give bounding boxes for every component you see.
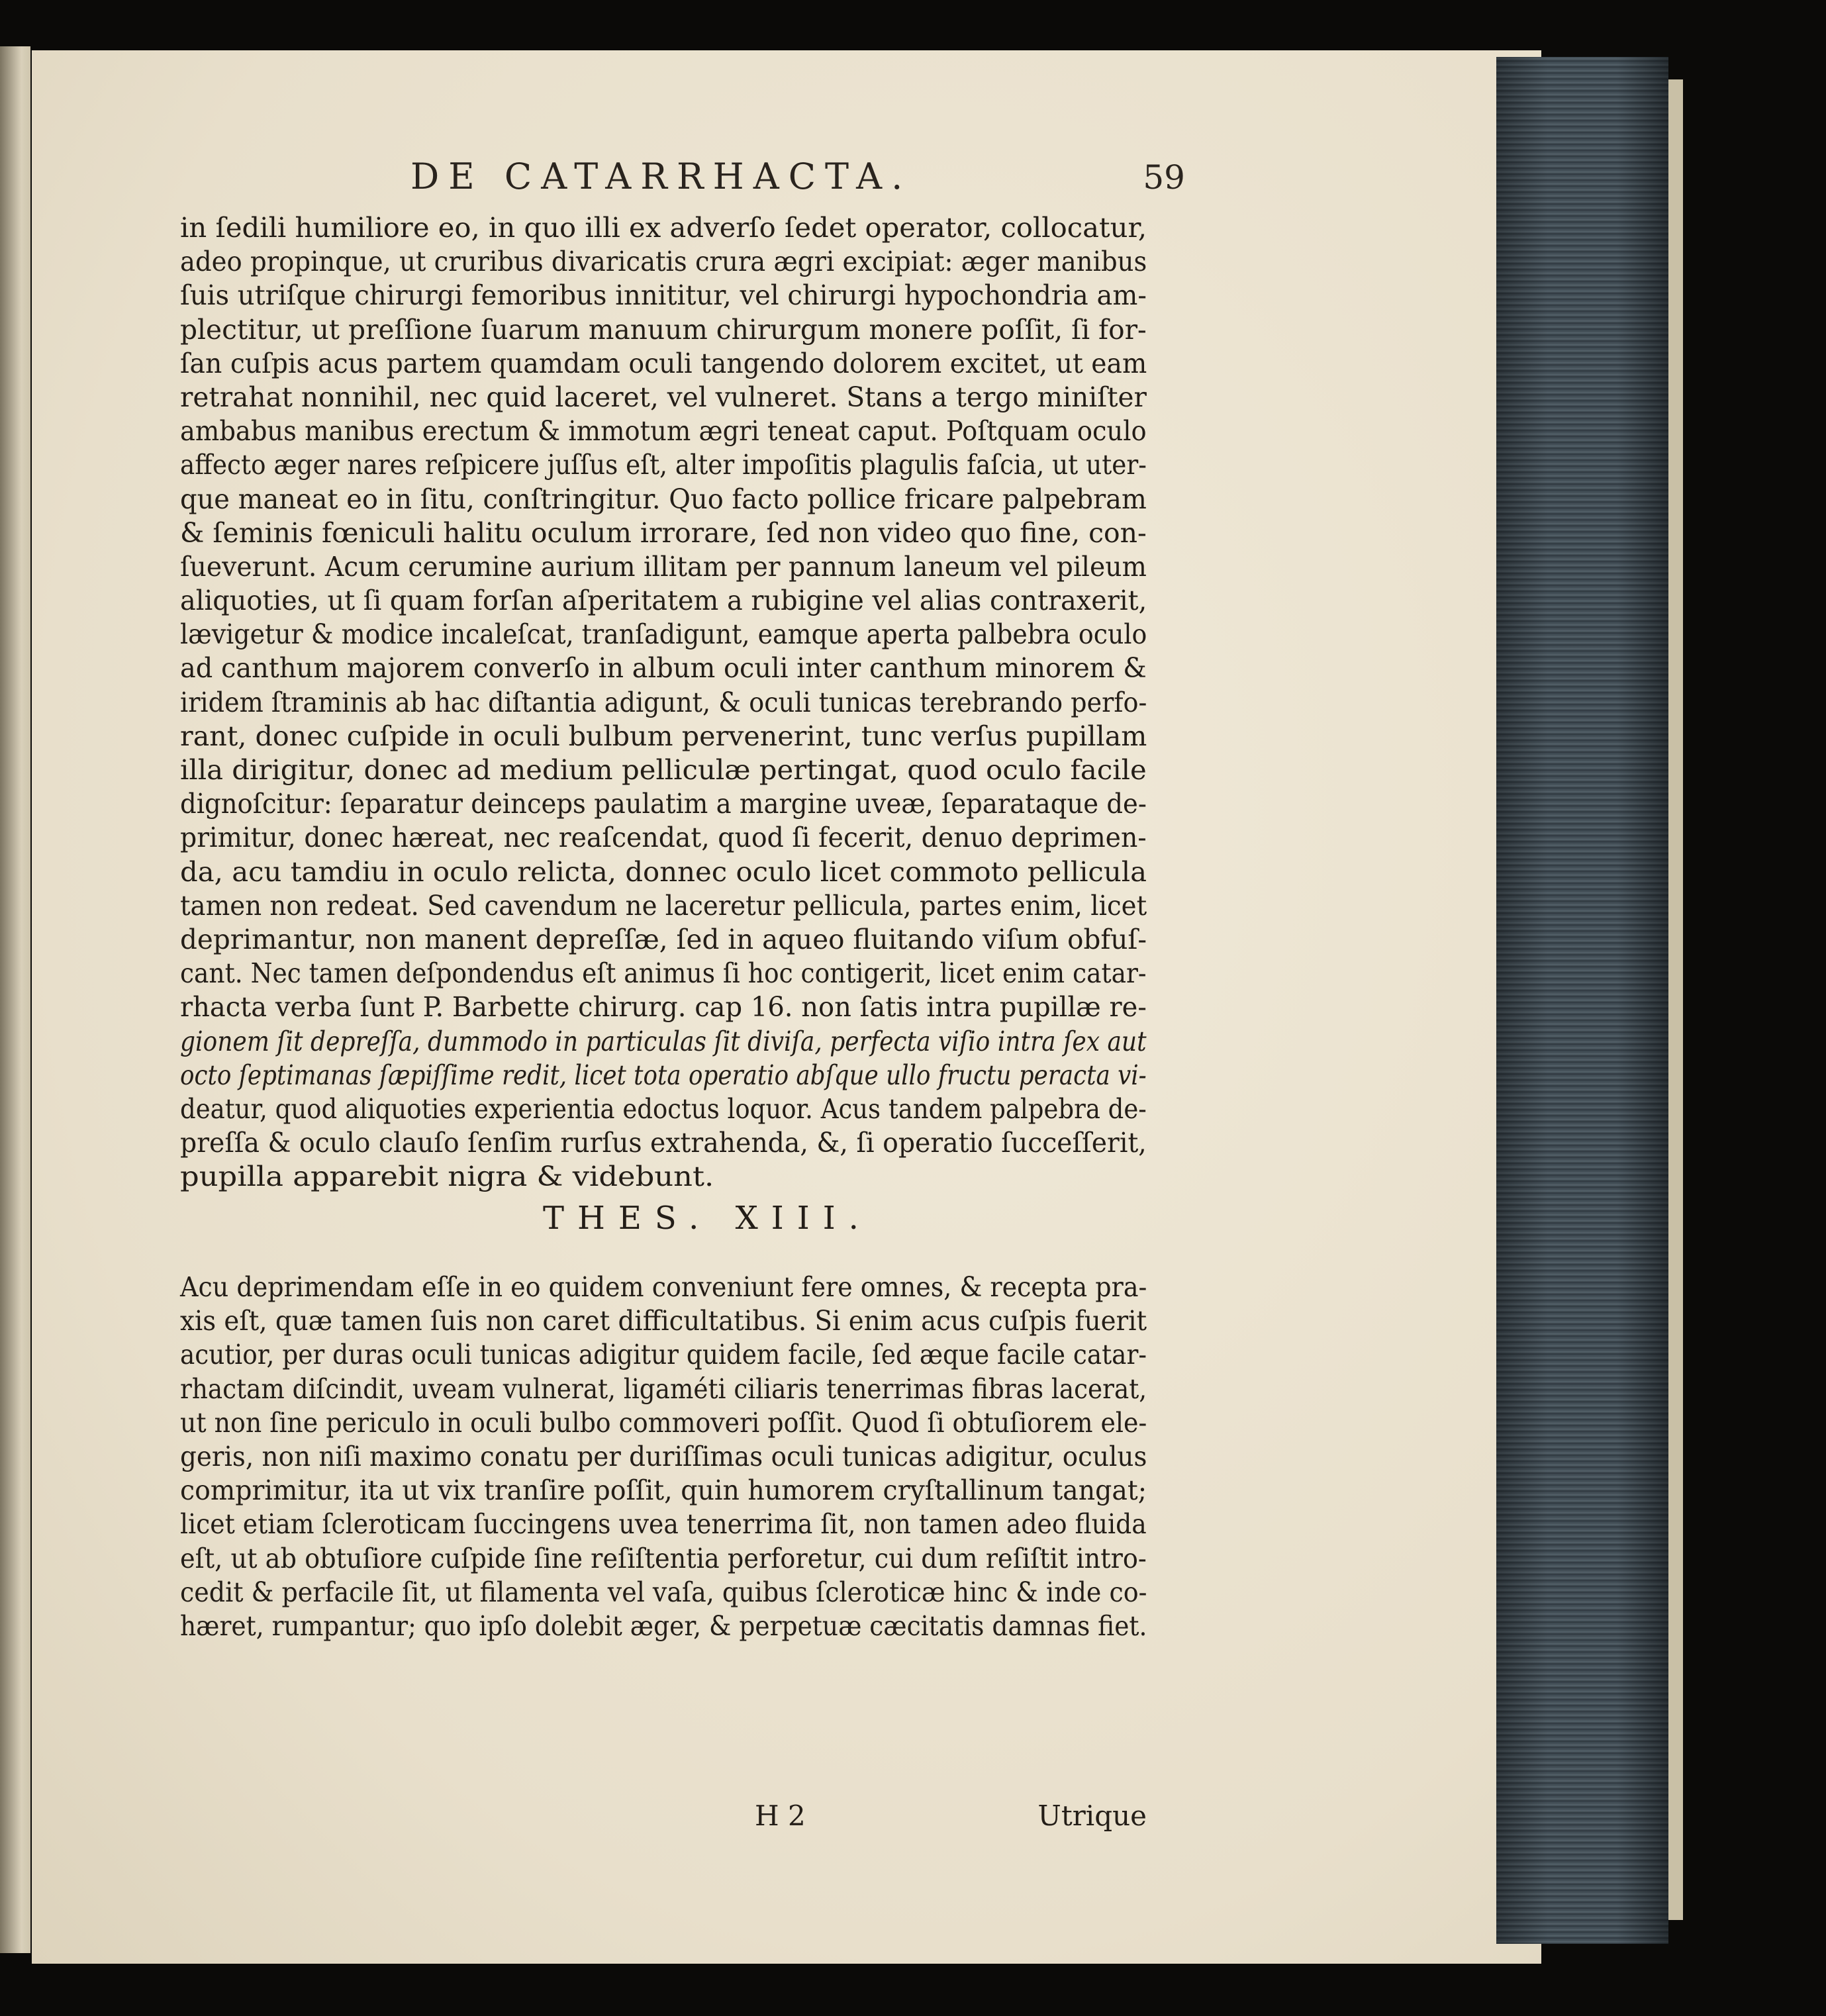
text-line: que maneat eo in ſitu, conſtringitur. Quo facto pollice fricare palpebram: [180, 482, 1147, 515]
fore-edge-shadow: [1496, 57, 1668, 1944]
text-line: primitur, donec hæreat, nec reaſcendat, quod ſi fecerit, denuo deprimen-: [180, 821, 1147, 854]
text-line: eſt, ut ab obtuſiore cuſpide ſine reſiſtentia perforetur, cui dum reſiſtit intro-: [180, 1541, 1147, 1574]
text-line: da, acu tamdiu in oculo relicta, donnec oculo licet commoto pellicula: [180, 855, 1147, 888]
text-line: in ſedili humiliore eo, in quo illi ex adverſo ſedet operator, collocatur,: [180, 211, 1147, 244]
text-line: ad canthum majorem converſo in album oculi inter canthum minorem &: [180, 651, 1147, 685]
paragraph-2: [180, 1270, 1147, 1643]
text-line: ut non ſine periculo in oculi bulbo commoveri poſſit. Quod ſi obtuſiorem ele-: [180, 1406, 1147, 1439]
text-line: rhacta verba ſunt P. Barbette chirurg. cap 16. non ſatis intra pupillæ re-: [180, 990, 1147, 1024]
text-line: octo ſeptimanas ſæpiſſime redit, licet tota operatio abſque ullo fructu peracta vi-: [180, 1058, 1147, 1091]
facing-page-edge: [0, 46, 30, 1953]
text-line: Acu deprimendam eſſe in eo quidem conveniunt fere omnes, & recepta pra-: [180, 1271, 1147, 1303]
text-line: licet etiam ſcleroticam ſuccingens uvea tenerrima ſit, non tamen adeo fluida: [180, 1508, 1147, 1541]
text-line: plectitur, ut preſſione ſuarum manuum chirurgum monere poſſit, ſi for-: [180, 312, 1147, 346]
running-header: [410, 156, 1185, 209]
section-heading: THES. XIII.: [543, 1200, 872, 1237]
text-line: dignoſcitur: ſeparatur deinceps paulatim a margine uveæ, ſeparataque de-: [180, 787, 1147, 820]
catchword: Utrique: [1037, 1800, 1147, 1832]
text-line: cedit & perfacile ſit, ut filamenta vel vaſa, quibus ſcleroticæ hinc & inde co-: [180, 1575, 1147, 1608]
text-line: deprimantur, non manent depreſſæ, ſed in aqueo fluitando viſum obfuſ-: [180, 922, 1147, 955]
text-line: ambabus manibus erectum & immotum ægri teneat caput. Poſtquam oculo: [180, 414, 1147, 448]
page-number: 59: [1143, 158, 1185, 197]
text-line: gionem ſit depreſſa, dummodo in particulas ſit diviſa, perfecta viſio intra ſex aut: [180, 1024, 1147, 1057]
paragraph-1: [180, 211, 1147, 1193]
text-line: illa dirigitur, donec ad medium pelliculæ pertingat, quod oculo facile: [180, 753, 1147, 786]
text-line: retrahat nonnihil, nec quid laceret, vel vulneret. Stans a tergo miniſter: [180, 380, 1147, 413]
text-line: cant. Nec tamen deſpondendus eſt animus ſi hoc contigerit, licet enim catar-: [180, 957, 1147, 990]
signature-mark: H 2: [755, 1800, 806, 1832]
running-title: DE CATARRHACTA.: [410, 156, 912, 197]
text-line: affecto æger nares reſpicere juſſus eſt, alter impoſitis plagulis faſcia, ut uter-: [180, 448, 1147, 481]
text-line: preſſa & oculo clauſo ſenſim rurſus extrahenda, &, ſi operatio ſucceſſerit,: [180, 1126, 1147, 1159]
text-line: ſan cuſpis acus partem quamdam oculi tangendo dolorem excitet, ut eam: [180, 346, 1147, 379]
text-line: tamen non redeat. Sed cavendum ne laceretur pellicula, partes enim, licet: [180, 888, 1147, 922]
text-line: rhactam diſcindit, uveam vulnerat, ligaméti ciliaris tenerrimas fibras lacerat,: [180, 1372, 1147, 1405]
text-line: iridem ſtraminis ab hac diſtantia adigunt, & oculi tunicas terebrando perfo-: [180, 685, 1147, 718]
text-line: hæret, rumpantur; quo ipſo dolebit æger, & perpetuæ cæcitatis damnas fiet.: [180, 1609, 1147, 1642]
book-cover-edge: [1668, 79, 1683, 1920]
text-line: ſuis utriſque chirurgi femoribus innititur, vel chirurgi hypochondria am-: [180, 279, 1147, 312]
text-line: pupilla apparebit nigra & videbunt.: [180, 1160, 714, 1193]
text-line: acutior, per duras oculi tunicas adigitur quidem facile, ſed æque facile catar-: [180, 1338, 1147, 1371]
text-line: geris, non niſi maximo conatu per duriſſimas oculi tunicas adigitur, oculus: [180, 1439, 1147, 1472]
text-line: ſueverunt. Acum cerumine aurium illitam per pannum laneum vel pileum: [180, 550, 1147, 583]
text-line: adeo propinque, ut cruribus divaricatis crura ægri excipiat: æger manibus: [180, 245, 1147, 278]
text-line: comprimitur, ita ut vix tranſire poſſit, quin humorem cryſtallinum tangat;: [180, 1474, 1147, 1507]
text-line: deatur, quod aliquoties experientia edoctus loquor. Acus tandem palpebra de-: [180, 1092, 1147, 1125]
text-line: lævigetur & modice incaleſcat, tranſadigunt, eamque aperta palbebra oculo: [180, 618, 1147, 651]
text-line: & ſeminis fœniculi halitu oculum irrorare, ſed non video quo fine, con-: [180, 516, 1147, 549]
text-line: aliquoties, ut ſi quam forſan aſperitatem a rubigine vel alias contraxerit,: [180, 584, 1147, 617]
text-line: rant, donec cuſpide in oculi bulbum pervenerint, tunc verſus pupillam: [180, 719, 1147, 752]
text-line: xis eſt, quæ tamen ſuis non caret difficultatibus. Si enim acus cuſpis fuerit: [180, 1304, 1147, 1337]
